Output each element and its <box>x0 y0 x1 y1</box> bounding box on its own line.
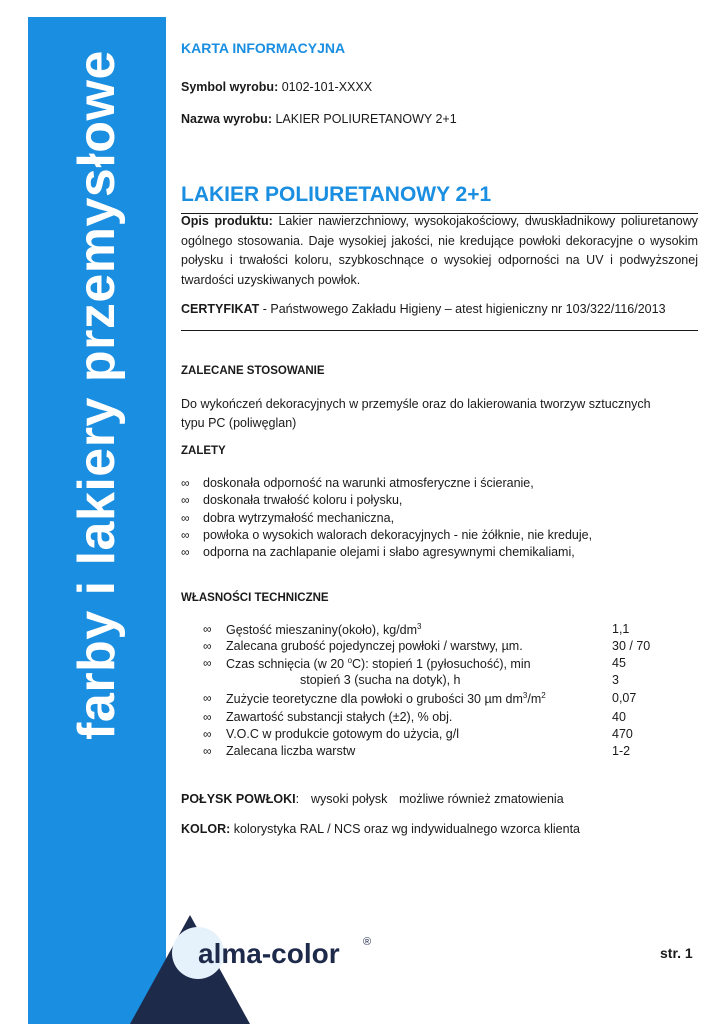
table-cell-value: 1,1 <box>612 622 630 636</box>
certificate-divider <box>181 330 698 331</box>
usage-text <box>181 395 651 433</box>
symbol-line <box>181 80 372 94</box>
page-number: str. 1 <box>660 945 693 961</box>
color-label: KOLOR: <box>181 822 231 836</box>
list-item: ∞ doskonała odporność na warunki atmosferyczne i ścieranie, <box>181 475 592 492</box>
color-line <box>181 822 580 836</box>
symbol-value: 0102-101-XXXX <box>281 80 373 94</box>
list-item: ∞ odporna na zachlapanie olejami i słabo agresywnymi chemikaliami, <box>181 544 592 561</box>
certificate-label: CERTYFIKAT <box>181 302 260 316</box>
infinity-bullet-icon: ∞ <box>203 744 212 758</box>
product-name-line <box>181 112 457 126</box>
table-row: stopień 3 (sucha na dotyk), h 3 <box>203 673 698 687</box>
usage-heading: ZALECANE STOSOWANIE <box>181 365 325 377</box>
infinity-bullet-icon: ∞ <box>203 710 212 724</box>
document-heading: KARTA INFORMACYJNA <box>181 40 346 56</box>
sidebar-vertical-title: farby i lakiery przemysłowe <box>68 50 126 740</box>
table-cell-value: 45 <box>612 656 626 670</box>
gloss-line: POŁYSK POWŁOKI: wysoki połysk możliwe również zmatowienia <box>181 792 564 806</box>
infinity-bullet-icon: ∞ <box>203 656 212 670</box>
technical-heading: WŁASNOŚCI TECHNICZNE <box>181 592 329 604</box>
table-cell-value: 1-2 <box>612 744 631 758</box>
infinity-bullet-icon: ∞ <box>181 510 190 525</box>
table-row: ∞ Zużycie teoretyczne dla powłoki o grubości 30 µm $dm^3/m^2$ 0,07 <box>203 691 698 706</box>
advantages-list <box>181 475 592 561</box>
registered-mark: ® <box>363 936 372 948</box>
product-description <box>181 212 698 290</box>
infinity-bullet-icon: ∞ <box>203 622 212 636</box>
table-row: ∞ Zalecana liczba warstw 1-2 <box>203 744 698 758</box>
product-name-value: LAKIER POLIURETANOWY 2+1 <box>275 112 457 126</box>
description-label: Opis produktu: <box>181 214 273 228</box>
infinity-bullet-icon: ∞ <box>203 691 212 705</box>
list-item: ∞ doskonała trwałość koloru i połysku, <box>181 492 592 509</box>
usage-line-1: Do wykończeń dekoracyjnych w przemyśle oraz do lakierowania tworzyw sztucznych <box>181 397 651 411</box>
table-row: ∞ V.O.C w produkcie gotowym do użycia, g/l 470 <box>203 727 698 741</box>
infinity-bullet-icon: ∞ <box>181 493 190 508</box>
advantages-heading: ZALETY <box>181 445 226 457</box>
infinity-bullet-icon: ∞ <box>203 727 212 741</box>
table-cell-value: 40 <box>612 710 626 724</box>
infinity-bullet-icon: ∞ <box>181 545 190 560</box>
table-row: ∞ Gęstość mieszaniny(około), $kg/dm^3$ 1,1 <box>203 622 698 637</box>
table-cell-value: 3 <box>612 673 619 687</box>
gloss-note: możliwe również zmatowienia <box>399 792 564 806</box>
description-text: Lakier nawierzchniowy, wysokojakościowy, dwuskładnikowy poliuretanowy ogólnego stosowania. Daje wysokiej jakości, nie kredujące powłoki dekoracyjne o wysokim połysku i trwałości koloru, szybkoschnące o wysokiej odporności na UV i podwyższonej twardości uzyskiwanych powłok. <box>181 214 699 287</box>
color-value: kolorystyka RAL / NCS oraz wg indywidualnego wzorca klienta <box>230 822 581 836</box>
certificate-text: - Państwowego Zakładu Higieny – atest higieniczny nr 103/322/116/2013 <box>259 302 666 316</box>
infinity-bullet-icon: ∞ <box>181 527 190 542</box>
infinity-bullet-icon: ∞ <box>203 639 212 653</box>
list-item: ∞ dobra wytrzymałość mechaniczna, <box>181 510 592 527</box>
table-row: ∞ Czas schnięcia (w 20 $^o$C): stopień 1 (pyłosuchość), min 45 <box>203 656 698 671</box>
table-cell-value: 470 <box>612 727 633 741</box>
list-item: ∞ powłoka o wysokich walorach dekoracyjnych - nie żółknie, nie kreduje, <box>181 527 592 544</box>
table-row: ∞ Zawartość substancji stałych (±2), % obj. 40 <box>203 710 698 724</box>
company-logo <box>130 915 390 1024</box>
symbol-label: Symbol wyrobu: <box>181 80 279 94</box>
table-cell-value: 0,07 <box>612 691 637 705</box>
certificate-line <box>181 302 666 316</box>
product-name-label: Nazwa wyrobu: <box>181 112 272 126</box>
table-row: ∞ Zalecana grubość pojedynczej powłoki / warstwy, µm. 30 / 70 <box>203 639 698 653</box>
gloss-value: wysoki połysk <box>311 792 388 806</box>
usage-line-2: typu PC (poliwęglan) <box>181 416 297 430</box>
table-cell-value: 30 / 70 <box>612 639 651 653</box>
gloss-label: POŁYSK POWŁOKI <box>181 792 296 806</box>
infinity-bullet-icon: ∞ <box>181 476 190 490</box>
product-title: LAKIER POLIURETANOWY 2+1 <box>181 183 492 206</box>
logo-brand-text: alma-color <box>198 938 340 969</box>
